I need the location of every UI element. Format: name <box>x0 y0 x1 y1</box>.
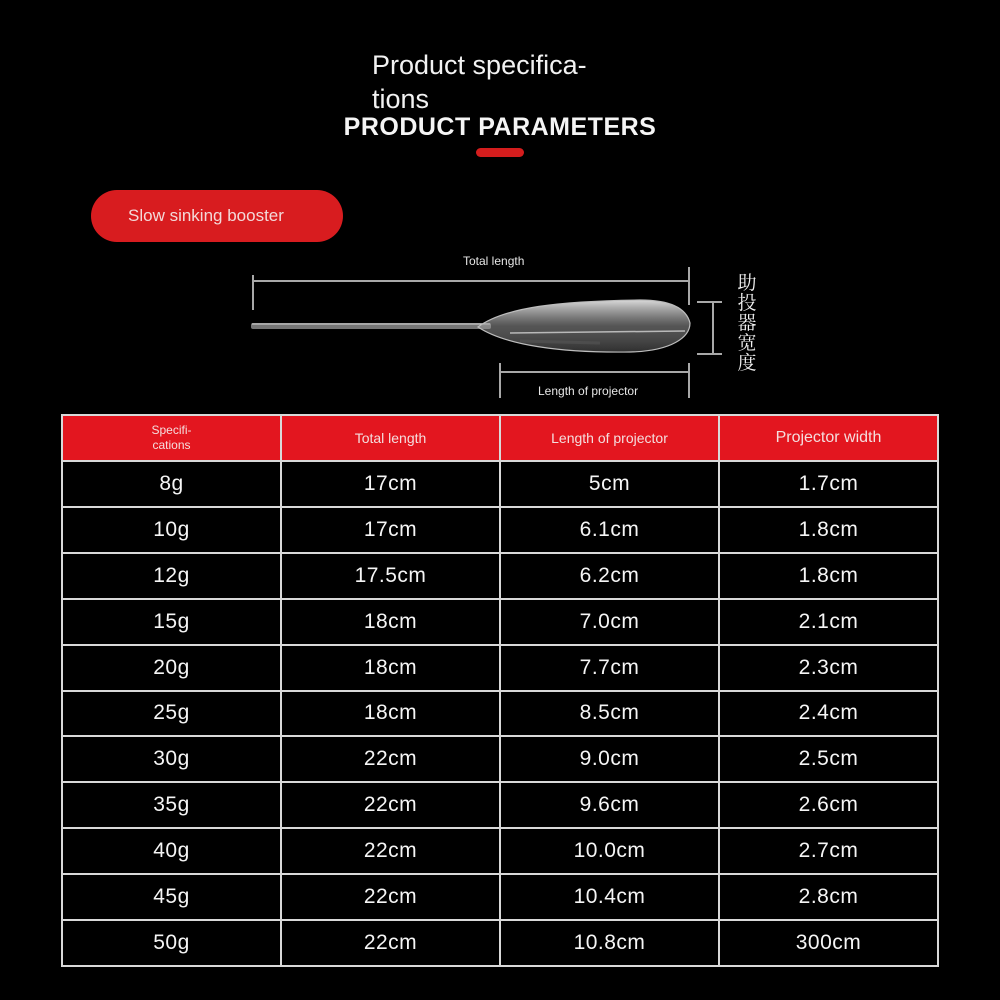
specifications-table <box>61 414 939 967</box>
product-dimension-diagram <box>0 245 1000 405</box>
cell-projector-width: 2.8cm <box>719 874 938 920</box>
projector-length-label: Length of projector <box>538 384 639 398</box>
table-row <box>62 691 938 737</box>
cell-specification: 15g <box>62 599 281 645</box>
cell-projector-length: 9.6cm <box>500 782 719 828</box>
cell-projector-length: 7.7cm <box>500 645 719 691</box>
page-title <box>372 48 632 116</box>
vertical-char: 投 <box>737 292 757 314</box>
cell-total-length: 22cm <box>281 736 500 782</box>
cell-projector-length: 10.0cm <box>500 828 719 874</box>
cell-specification: 40g <box>62 828 281 874</box>
cell-specification: 12g <box>62 553 281 599</box>
cell-projector-width: 1.8cm <box>719 553 938 599</box>
table-row <box>62 782 938 828</box>
vertical-char: 助 <box>737 272 757 294</box>
header-total-length: Total length <box>281 415 500 461</box>
float-rod <box>251 323 491 329</box>
header-specifications-label: Specifi- cations <box>151 423 192 452</box>
table-row <box>62 736 938 782</box>
table-row <box>62 874 938 920</box>
product-type-label: Slow sinking booster <box>128 206 284 225</box>
vertical-char: 宽 <box>737 332 757 354</box>
table-row <box>62 645 938 691</box>
projector-body <box>478 300 690 352</box>
table-row <box>62 507 938 553</box>
table-row <box>62 553 938 599</box>
cell-projector-width: 1.8cm <box>719 507 938 553</box>
cell-projector-length: 5cm <box>500 461 719 507</box>
title-line-2: tions <box>372 84 430 114</box>
cell-total-length: 18cm <box>281 599 500 645</box>
cell-projector-width: 2.3cm <box>719 645 938 691</box>
table-row <box>62 920 938 966</box>
cell-projector-width: 2.6cm <box>719 782 938 828</box>
cell-total-length: 18cm <box>281 691 500 737</box>
cell-projector-length: 10.8cm <box>500 920 719 966</box>
cell-total-length: 17cm <box>281 461 500 507</box>
projector-width-dimension <box>697 302 722 354</box>
cell-specification: 50g <box>62 920 281 966</box>
cell-projector-length: 9.0cm <box>500 736 719 782</box>
cell-specification: 25g <box>62 691 281 737</box>
cell-specification: 8g <box>62 461 281 507</box>
cell-projector-width: 1.7cm <box>719 461 938 507</box>
vertical-char: 度 <box>737 352 757 374</box>
cell-specification: 10g <box>62 507 281 553</box>
cell-total-length: 18cm <box>281 645 500 691</box>
cell-projector-width: 2.4cm <box>719 691 938 737</box>
cell-projector-width: 300cm <box>719 920 938 966</box>
cell-total-length: 17.5cm <box>281 553 500 599</box>
cell-total-length: 22cm <box>281 874 500 920</box>
table-header-row <box>62 415 938 461</box>
vertical-char: 器 <box>737 312 757 334</box>
header-specifications <box>62 415 281 461</box>
cell-projector-length: 6.1cm <box>500 507 719 553</box>
table-row <box>62 828 938 874</box>
cell-projector-width: 2.1cm <box>719 599 938 645</box>
cell-specification: 35g <box>62 782 281 828</box>
page-subtitle: PRODUCT PARAMETERS <box>343 113 657 141</box>
cell-total-length: 17cm <box>281 507 500 553</box>
header-projector-width: Projector width <box>719 415 938 461</box>
cell-projector-width: 2.7cm <box>719 828 938 874</box>
total-length-label: Total length <box>463 254 525 268</box>
cell-total-length: 22cm <box>281 782 500 828</box>
table-row <box>62 599 938 645</box>
title-accent-bar <box>476 148 524 157</box>
cell-specification: 30g <box>62 736 281 782</box>
cell-projector-length: 7.0cm <box>500 599 719 645</box>
cell-projector-length: 6.2cm <box>500 553 719 599</box>
cell-total-length: 22cm <box>281 828 500 874</box>
cell-projector-length: 10.4cm <box>500 874 719 920</box>
table-row <box>62 461 938 507</box>
header-length-of-projector: Length of projector <box>500 415 719 461</box>
projector-width-label-vertical <box>736 273 758 373</box>
product-type-badge <box>91 190 343 242</box>
cell-specification: 45g <box>62 874 281 920</box>
cell-specification: 20g <box>62 645 281 691</box>
cell-projector-length: 8.5cm <box>500 691 719 737</box>
cell-projector-width: 2.5cm <box>719 736 938 782</box>
title-line-1: Product specifica- <box>372 50 587 80</box>
table-body <box>62 461 938 966</box>
cell-total-length: 22cm <box>281 920 500 966</box>
float-illustration <box>0 245 1000 405</box>
